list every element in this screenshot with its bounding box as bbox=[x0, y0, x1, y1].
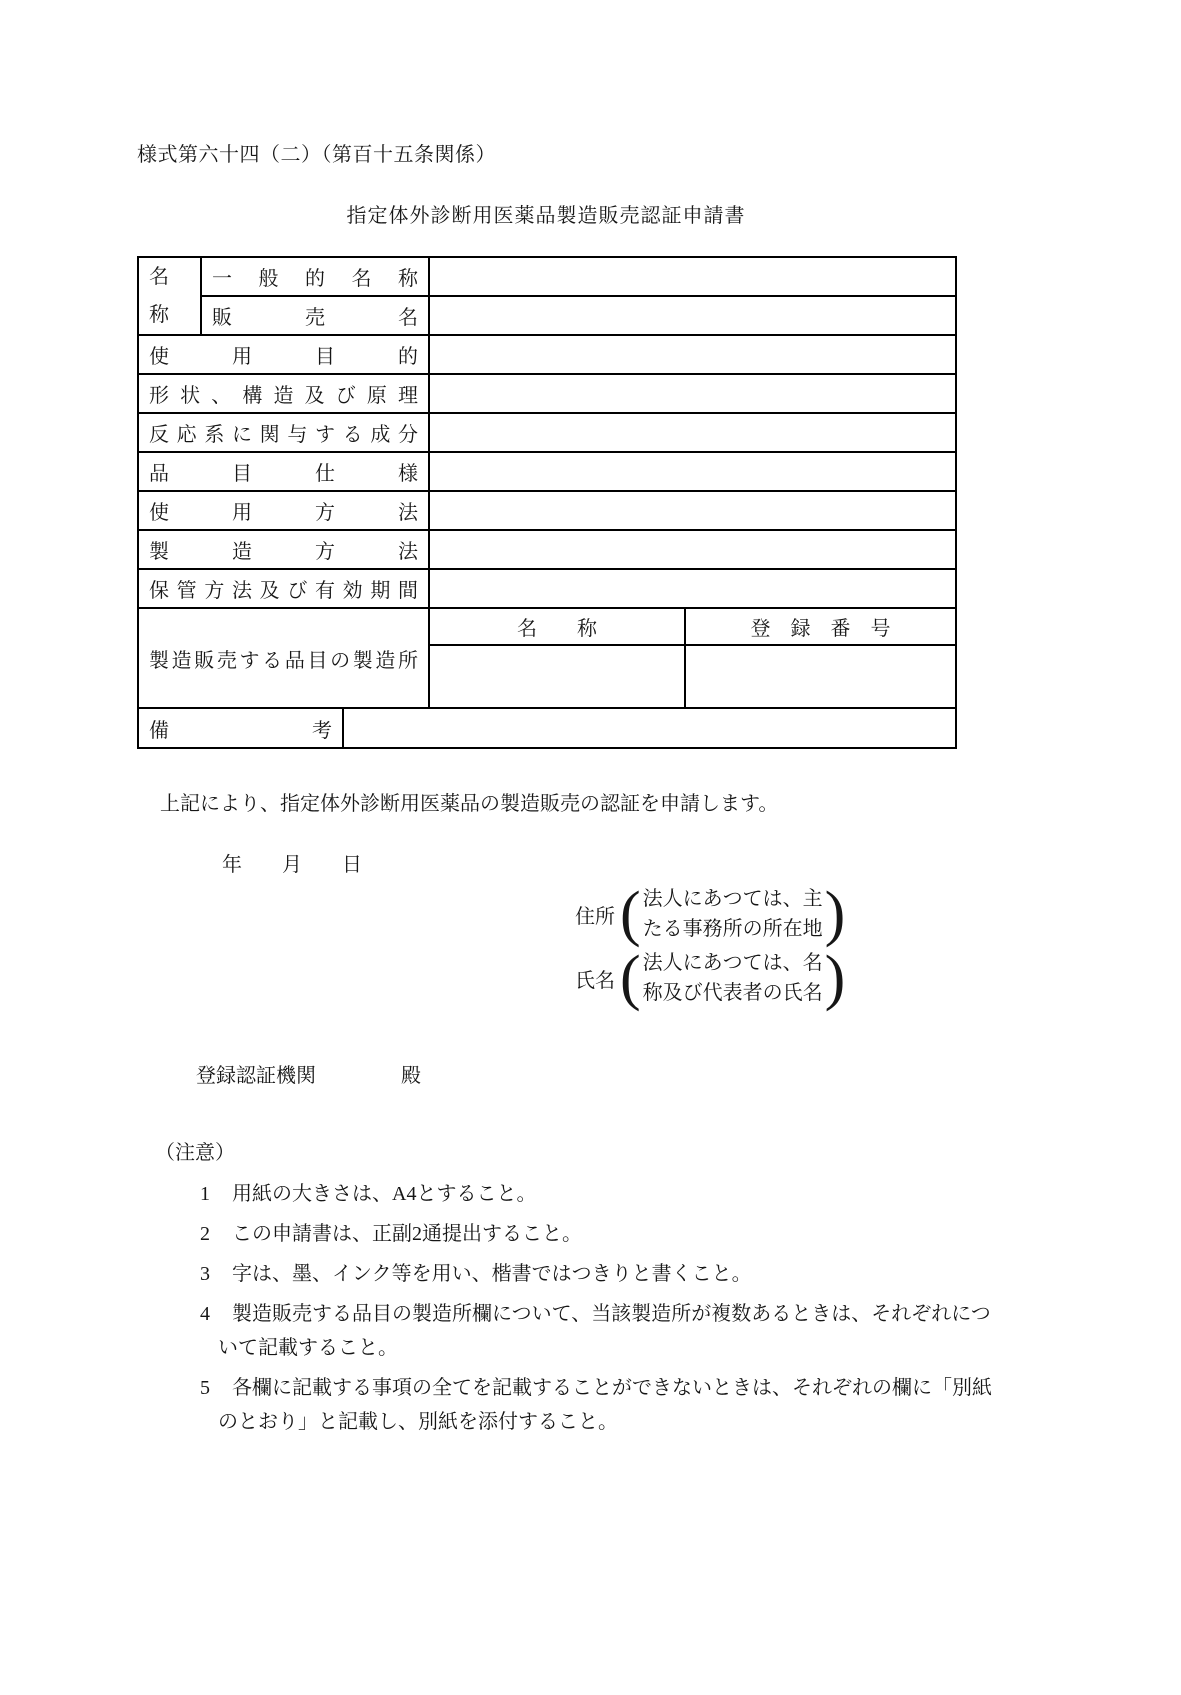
table-row bbox=[138, 608, 956, 645]
manufacturing-method-value-cell[interactable] bbox=[429, 530, 956, 569]
note-number: 2 bbox=[200, 1223, 210, 1245]
table-row bbox=[138, 374, 956, 413]
item-specifications-label-cell: 品目仕様 bbox=[138, 452, 429, 491]
table-row bbox=[138, 708, 956, 748]
application-table bbox=[137, 256, 957, 749]
note-text: 各欄に記載する事項の全てを記載することができないときは、それぞれの欄に「別紙のとおり」と記載し、別紙を添付すること。 bbox=[218, 1377, 992, 1433]
remarks-value-cell[interactable] bbox=[343, 708, 956, 748]
intended-use-label-cell: 使用目的 bbox=[138, 335, 429, 374]
note-text: 字は、墨、インク等を用い、楷書ではつきりと書くこと。 bbox=[232, 1263, 752, 1285]
address-note-line1: 法人にあつては、主 bbox=[642, 888, 823, 910]
registration-number-header-cell: 登 録 番 号 bbox=[685, 608, 956, 645]
document-title: 指定体外診断用医薬品製造販売認証申請書 bbox=[346, 205, 746, 227]
intended-use-value-cell[interactable] bbox=[429, 335, 956, 374]
form-number: 様式第六十四（二）（第百十五条関係） bbox=[137, 144, 496, 166]
storage-validity-value-cell[interactable] bbox=[429, 569, 956, 608]
name-note bbox=[641, 948, 825, 1008]
name-block bbox=[575, 944, 1051, 1012]
note-item bbox=[137, 1297, 997, 1365]
table-row bbox=[138, 296, 956, 335]
certification-body-line bbox=[137, 1059, 1051, 1088]
item-specifications-value-cell[interactable] bbox=[429, 452, 956, 491]
table-row bbox=[138, 569, 956, 608]
paren-open-decoration: ( bbox=[620, 944, 641, 1012]
note-number: 4 bbox=[200, 1303, 210, 1325]
note-text: この申請書は、正副2通提出すること。 bbox=[232, 1223, 582, 1245]
shape-structure-value-cell[interactable] bbox=[429, 374, 956, 413]
note-text: 製造販売する品目の製造所欄について、当該製造所が複数あるときは、それぞれについて記載すること。 bbox=[218, 1303, 991, 1359]
address-block bbox=[575, 880, 1051, 948]
table-row bbox=[138, 257, 956, 296]
name-group-label: 名称 bbox=[149, 266, 169, 326]
name-group-label-cell bbox=[138, 257, 201, 335]
note-item bbox=[137, 1177, 997, 1211]
paren-open-decoration: ( bbox=[620, 880, 641, 948]
manufacturing-sites-label-cell: 製造販売する品目の製造所 bbox=[138, 608, 429, 708]
registration-number-value-cell[interactable] bbox=[685, 645, 956, 708]
date-line: 年 月 日 bbox=[222, 854, 362, 876]
name-note-line1: 法人にあつては、名 bbox=[642, 952, 823, 974]
note-number: 3 bbox=[200, 1263, 210, 1285]
generic-name-label-cell: 一般的名称 bbox=[201, 257, 429, 296]
note-text: 用紙の大きさは、A4とすること。 bbox=[232, 1183, 537, 1205]
storage-validity-label-cell: 保管方法及び有効期間 bbox=[138, 569, 429, 608]
table-row bbox=[138, 491, 956, 530]
remarks-label-cell: 備考 bbox=[138, 708, 343, 748]
sales-name-label-cell: 販売名 bbox=[201, 296, 429, 335]
paren-close-decoration: ) bbox=[824, 944, 846, 1012]
certification-body-label: 登録認証機関 bbox=[196, 1065, 316, 1087]
table-row bbox=[138, 413, 956, 452]
table-row bbox=[138, 335, 956, 374]
address-note bbox=[641, 884, 825, 944]
address-label: 住所 bbox=[575, 905, 615, 928]
generic-name-value-cell[interactable] bbox=[429, 257, 956, 296]
note-item bbox=[137, 1257, 997, 1291]
reaction-components-value-cell[interactable] bbox=[429, 413, 956, 452]
usage-method-value-cell[interactable] bbox=[429, 491, 956, 530]
usage-method-label-cell: 使用方法 bbox=[138, 491, 429, 530]
note-number: 1 bbox=[200, 1183, 210, 1205]
manufacturing-method-label-cell: 製造方法 bbox=[138, 530, 429, 569]
sales-name-value-cell[interactable] bbox=[429, 296, 956, 335]
reaction-components-label-cell: 反応系に関与する成分 bbox=[138, 413, 429, 452]
note-item bbox=[137, 1371, 997, 1439]
paren-close-decoration: ) bbox=[824, 880, 846, 948]
application-statement: 上記により、指定体外診断用医薬品の製造販売の認証を申請します。 bbox=[160, 793, 779, 815]
table-row bbox=[138, 530, 956, 569]
name-label: 氏名 bbox=[575, 969, 615, 992]
name-note-line2: 称及び代表者の氏名 bbox=[642, 982, 823, 1004]
address-note-line2: たる事務所の所在地 bbox=[642, 918, 823, 940]
site-name-value-cell[interactable] bbox=[429, 645, 685, 708]
shape-structure-label-cell: 形状、構造及び原理 bbox=[138, 374, 429, 413]
site-name-header-cell: 名 称 bbox=[429, 608, 685, 645]
dono-suffix: 殿 bbox=[401, 1065, 421, 1087]
notes-heading: （注意） bbox=[155, 1142, 235, 1164]
notes-list bbox=[137, 1177, 997, 1439]
note-number: 5 bbox=[200, 1377, 210, 1399]
table-row bbox=[138, 452, 956, 491]
note-item bbox=[137, 1217, 997, 1251]
